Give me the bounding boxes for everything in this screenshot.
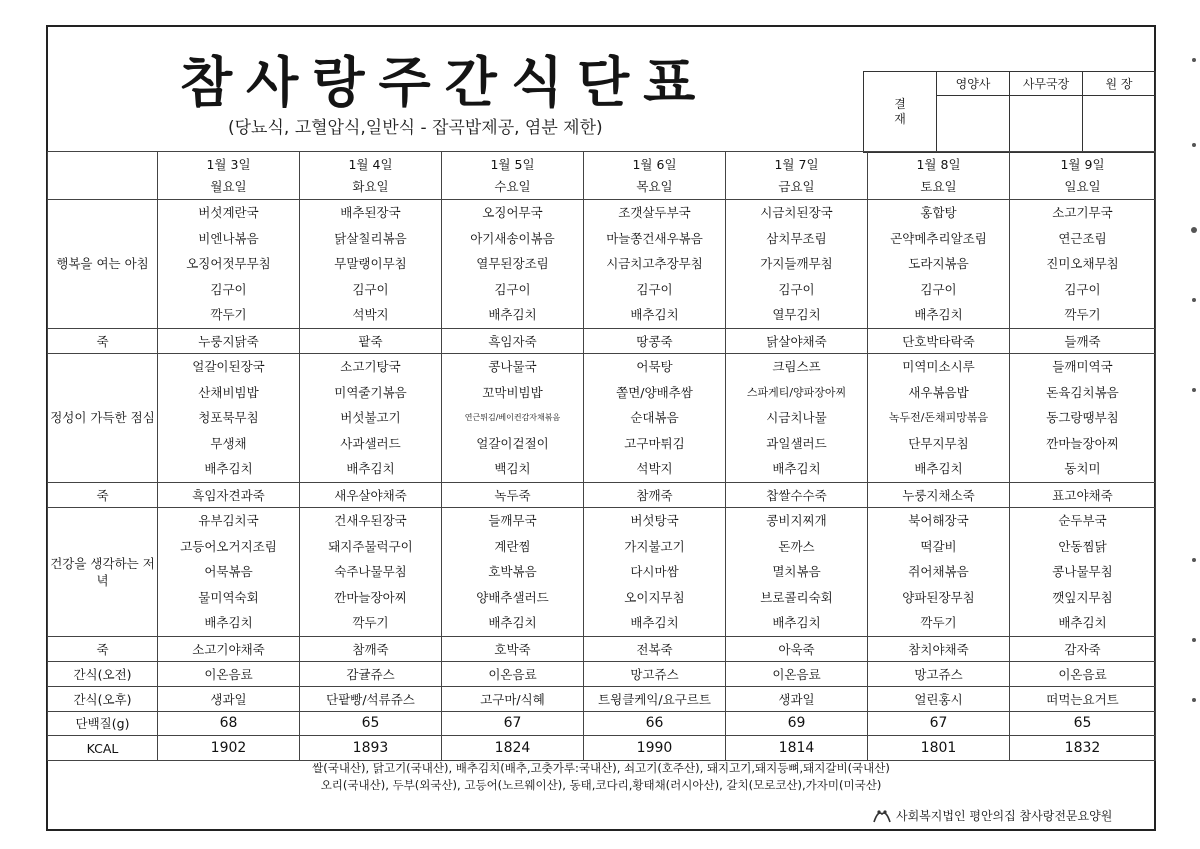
menu-item: 미역미소시루 (902, 359, 975, 374)
dinner-row (48, 508, 1156, 637)
menu-item: 미역줄기볶음 (334, 384, 407, 400)
day-date: 1월 7일 (774, 156, 819, 172)
menu-item: 진미오채무침 (1046, 256, 1119, 271)
day-weekday: 화요일 (352, 178, 389, 194)
menu-item: 깐마늘장아찌 (1046, 435, 1119, 451)
menu-item: 무생채 (210, 435, 247, 451)
menu-item: 배추김치 (204, 615, 253, 630)
menu-item: 깍두기 (352, 615, 389, 630)
menu-item: 물미역숙회 (198, 589, 259, 605)
breakfast-day-2 (300, 200, 442, 329)
menu-item: 들깨무국 (488, 513, 537, 528)
porridge-label: 죽 (48, 482, 158, 508)
menu-item: 순대볶음 (630, 410, 679, 425)
menu-item: 석박지 (636, 461, 673, 476)
snack-am-value: 이온음료 (726, 662, 868, 687)
porridge-item: 소고기야채죽 (158, 636, 300, 662)
day-date: 1월 6일 (632, 156, 677, 172)
kcal-value: 1893 (300, 736, 442, 761)
protein-value: 67 (442, 711, 584, 736)
menu-item: 배추된장국 (340, 205, 401, 220)
breakfast-label: 행복을 여는 아침 (48, 200, 158, 329)
day-header-1 (158, 152, 300, 200)
corner-cell (48, 152, 158, 200)
snack-am-value: 이온음료 (158, 662, 300, 687)
dinner-label: 건강을 생각하는 저녁 (48, 508, 158, 637)
dinner-day-6 (868, 508, 1010, 637)
menu-item: 숙주나물무침 (334, 564, 407, 579)
dinner-day-7 (1010, 508, 1156, 637)
menu-item: 꼬막비빔밥 (482, 384, 543, 400)
lunch-day-5 (726, 354, 868, 483)
protein-value: 68 (158, 711, 300, 736)
snack-am-label: 간식(오전) (48, 662, 158, 687)
menu-item: 스파게티/양파장아찌 (746, 385, 847, 399)
menu-item: 시금치된장국 (760, 205, 833, 220)
lunch-day-7 (1010, 354, 1156, 483)
breakfast-row (48, 200, 1156, 329)
menu-item: 배추김치 (914, 307, 963, 322)
protein-value: 69 (726, 711, 868, 736)
menu-item: 도라지볶음 (908, 256, 969, 271)
snack-pm-label: 간식(오후) (48, 686, 158, 711)
snack-pm-value: 얼린홍시 (868, 686, 1010, 711)
breakfast-day-1 (158, 200, 300, 329)
menu-item: 얼갈이된장국 (192, 359, 265, 374)
origin-line-2: 오리(국내산), 두부(외국산), 고등어(노르웨이산), 동태,코다리,황태채(러시아산), 갈치(모로코산),가자미(미국산) (320, 778, 882, 792)
approval-role-director: 원 장 (1083, 72, 1156, 96)
porridge-item: 찹쌀수수죽 (726, 482, 868, 508)
menu-item: 김구이 (494, 281, 531, 297)
protein-value: 66 (584, 711, 726, 736)
menu-item: 김구이 (778, 281, 815, 297)
day-header-4 (584, 152, 726, 200)
approval-label (864, 72, 937, 153)
porridge-item: 흑임자죽 (442, 328, 584, 354)
menu-item: 김구이 (636, 281, 673, 297)
snack-pm-value: 생과일 (726, 686, 868, 711)
dinner-day-5 (726, 508, 868, 637)
day-date: 1월 9일 (1060, 156, 1105, 172)
page-title: 참사랑주간식단표 (180, 51, 710, 114)
kcal-value: 1814 (726, 736, 868, 761)
menu-item: 버섯탕국 (630, 513, 679, 528)
porridge-item: 팥죽 (300, 328, 442, 354)
porridge-item: 아욱죽 (726, 636, 868, 662)
dinner-day-4 (584, 508, 726, 637)
approval-label-gyeol: 결 (894, 97, 906, 111)
menu-item: 얼갈이겉절이 (476, 435, 549, 451)
protein-label: 단백질(g) (48, 711, 158, 736)
snack-am-value: 이온음료 (1010, 662, 1156, 687)
menu-item: 아기새송이볶음 (470, 230, 555, 246)
menu-item: 곤약메추리알조림 (890, 230, 987, 246)
lunch-day-1 (158, 354, 300, 483)
menu-item: 소고기무국 (1052, 205, 1113, 220)
menu-item: 유부김치국 (198, 513, 259, 528)
menu-item: 열무된장조림 (476, 256, 549, 271)
day-weekday: 금요일 (778, 178, 815, 194)
menu-item: 순두부국 (1058, 513, 1107, 528)
day-header-2 (300, 152, 442, 200)
menu-item: 버섯불고기 (340, 410, 401, 425)
menu-item: 백김치 (494, 461, 531, 476)
menu-item: 깍두기 (210, 307, 247, 322)
kcal-label: KCAL (48, 736, 158, 761)
menu-item: 비엔나볶음 (198, 230, 259, 246)
kcal-value: 1902 (158, 736, 300, 761)
day-header-5 (726, 152, 868, 200)
menu-item: 배추김치 (488, 307, 537, 322)
menu-item: 오징어무국 (482, 205, 543, 220)
day-weekday: 일요일 (1064, 178, 1101, 194)
menu-item: 오징어젓무무침 (186, 256, 271, 271)
menu-item: 열무김치 (772, 307, 821, 322)
menu-item: 조갯살두부국 (618, 205, 691, 220)
menu-item: 가지불고기 (624, 538, 685, 554)
snack-am-row (48, 662, 1156, 687)
menu-item: 호박볶음 (488, 564, 537, 579)
lunch-day-6 (868, 354, 1010, 483)
breakfast-day-7 (1010, 200, 1156, 329)
snack-pm-value: 생과일 (158, 686, 300, 711)
porridge-item: 참치야채죽 (868, 636, 1010, 662)
menu-item: 배추김치 (346, 461, 395, 476)
porridge-item: 닭살야채죽 (726, 328, 868, 354)
approval-sign-manager (1010, 96, 1083, 153)
porridge-item: 새우살야채죽 (300, 482, 442, 508)
menu-item: 무말랭이무침 (334, 256, 407, 271)
day-date: 1월 8일 (916, 156, 961, 172)
menu-table (47, 151, 1156, 761)
approval-box (863, 71, 1156, 153)
snack-am-value: 망고쥬스 (868, 662, 1010, 687)
porridge-item: 참깨죽 (584, 482, 726, 508)
menu-item: 청포묵무침 (198, 410, 259, 425)
day-weekday: 월요일 (210, 178, 247, 194)
menu-item: 삼치무조림 (766, 230, 827, 246)
porridge-item: 흑임자견과죽 (158, 482, 300, 508)
menu-item: 동치미 (1064, 461, 1101, 476)
porridge-item: 단호박타락죽 (868, 328, 1010, 354)
menu-item: 돈육김치볶음 (1046, 384, 1119, 400)
menu-item: 오이지무침 (624, 589, 685, 605)
menu-item: 브로콜리숙회 (760, 589, 833, 605)
day-date: 1월 5일 (490, 156, 535, 172)
organization-name: 사회복지법인 평안의집 참사랑전문요양원 (896, 809, 1113, 823)
snack-am-value: 감귤쥬스 (300, 662, 442, 687)
menu-item: 과일샐러드 (766, 435, 827, 451)
page-subtitle: (당뇨식, 고혈압식,일반식 - 잡곡밥제공, 염분 제한) (228, 118, 603, 138)
menu-item: 시금치나물 (766, 410, 827, 425)
porridge-item: 누룽지채소죽 (868, 482, 1010, 508)
menu-item: 깍두기 (1064, 307, 1101, 322)
approval-role-manager: 사무국장 (1010, 72, 1083, 96)
snack-am-value: 망고쥬스 (584, 662, 726, 687)
dinner-day-2 (300, 508, 442, 637)
breakfast-porridge-row (48, 328, 1156, 354)
porridge-label: 죽 (48, 636, 158, 662)
menu-item: 배추김치 (630, 615, 679, 630)
lunch-day-4 (584, 354, 726, 483)
menu-item: 연근튀김/베이컨감자채볶음 (464, 413, 561, 422)
porridge-item: 땅콩죽 (584, 328, 726, 354)
lunch-porridge-row (48, 482, 1156, 508)
breakfast-day-3 (442, 200, 584, 329)
origin-line-1: 쌀(국내산), 닭고기(국내산), 배추김치(배추,고춧가루:국내산), 쇠고기(호주산), 돼지고기,돼지등뼈,돼지갈비(국내산) (312, 761, 890, 775)
menu-item: 배추김치 (772, 615, 821, 630)
org-logo-icon (872, 808, 892, 824)
menu-item: 북어해장국 (908, 513, 969, 528)
menu-item: 다시마쌈 (630, 564, 679, 579)
menu-item: 들깨미역국 (1052, 359, 1113, 374)
porridge-item: 참깨죽 (300, 636, 442, 662)
day-weekday: 토요일 (920, 178, 957, 194)
porridge-label: 죽 (48, 328, 158, 354)
menu-item: 배추김치 (772, 461, 821, 476)
porridge-item: 호박죽 (442, 636, 584, 662)
approval-role-nutritionist: 영양사 (937, 72, 1010, 96)
dinner-day-1 (158, 508, 300, 637)
menu-item: 콩나물국 (488, 359, 537, 374)
menu-item: 연근조림 (1058, 230, 1107, 246)
menu-item: 홍합탕 (920, 205, 957, 220)
lunch-row (48, 354, 1156, 483)
snack-pm-row (48, 686, 1156, 711)
menu-item: 가지들깨무침 (760, 256, 833, 271)
menu-item: 배추김치 (1058, 615, 1107, 630)
menu-item: 단무지무침 (908, 435, 969, 451)
menu-item: 고구마튀김 (624, 435, 685, 451)
menu-item: 계란찜 (494, 538, 531, 554)
menu-item: 안동찜닭 (1058, 538, 1107, 554)
day-header-3 (442, 152, 584, 200)
menu-item: 쫄면/양배추쌈 (616, 384, 693, 400)
breakfast-day-6 (868, 200, 1010, 329)
organization (872, 807, 1112, 824)
menu-item: 시금치고추장무침 (606, 256, 703, 271)
kcal-row (48, 736, 1156, 761)
protein-value: 67 (868, 711, 1010, 736)
snack-pm-value: 고구마/식혜 (442, 686, 584, 711)
approval-sign-director (1083, 96, 1156, 153)
menu-item: 떡갈비 (920, 538, 957, 554)
protein-value: 65 (1010, 711, 1156, 736)
origin-footer (47, 760, 1155, 794)
kcal-value: 1832 (1010, 736, 1156, 761)
menu-item: 산채비빔밥 (198, 384, 259, 400)
menu-item: 깍두기 (920, 615, 957, 630)
menu-item: 김구이 (210, 281, 247, 297)
menu-item: 배추김치 (630, 307, 679, 322)
breakfast-day-5 (726, 200, 868, 329)
menu-item: 돈까스 (778, 538, 815, 554)
day-header-row (48, 152, 1156, 200)
menu-item: 마늘쫑건새우볶음 (606, 230, 703, 246)
snack-pm-value: 단팥빵/석류쥬스 (300, 686, 442, 711)
porridge-item: 표고야채죽 (1010, 482, 1156, 508)
day-header-7 (1010, 152, 1156, 200)
menu-item: 김구이 (920, 281, 957, 297)
menu-item: 건새우된장국 (334, 513, 407, 528)
snack-pm-value: 트윙클케익/요구르트 (584, 686, 726, 711)
menu-item: 양배추샐러드 (476, 589, 549, 605)
menu-item: 멸치볶음 (772, 564, 821, 579)
day-date: 1월 4일 (348, 156, 393, 172)
menu-item: 고등어오거지조림 (180, 538, 277, 554)
approval-sign-nutritionist (937, 96, 1010, 153)
protein-row (48, 711, 1156, 736)
snack-am-value: 이온음료 (442, 662, 584, 687)
lunch-label: 정성이 가득한 점심 (48, 354, 158, 483)
dinner-day-3 (442, 508, 584, 637)
menu-item: 깻잎지무침 (1052, 589, 1113, 605)
day-date: 1월 3일 (206, 156, 251, 172)
porridge-item: 누룽지닭죽 (158, 328, 300, 354)
menu-item: 쥐어채볶음 (908, 564, 969, 579)
menu-item: 녹두전/돈채피망볶음 (888, 411, 989, 424)
menu-item: 김구이 (1064, 281, 1101, 297)
lunch-day-2 (300, 354, 442, 483)
porridge-item: 들깨죽 (1010, 328, 1156, 354)
menu-item: 닭살칠리볶음 (334, 230, 407, 246)
snack-pm-value: 떠먹는요거트 (1010, 686, 1156, 711)
day-weekday: 수요일 (494, 178, 531, 194)
menu-item: 어묵탕 (636, 359, 673, 374)
menu-item: 콩나물무침 (1052, 564, 1113, 579)
menu-item: 양파된장무침 (902, 589, 975, 605)
menu-item: 어묵볶음 (204, 564, 253, 579)
binding-holes (1186, 0, 1200, 849)
day-header-6 (868, 152, 1010, 200)
menu-item: 동그랑땡부침 (1046, 410, 1119, 425)
day-weekday: 목요일 (636, 178, 673, 194)
menu-item: 석박지 (352, 307, 389, 322)
approval-label-jae: 재 (894, 112, 906, 126)
menu-item: 버섯계란국 (198, 205, 259, 220)
menu-item: 콩비지찌개 (766, 513, 827, 528)
kcal-value: 1824 (442, 736, 584, 761)
menu-item: 배추김치 (488, 615, 537, 630)
menu-item: 소고기탕국 (340, 359, 401, 374)
porridge-item: 감자죽 (1010, 636, 1156, 662)
kcal-value: 1990 (584, 736, 726, 761)
menu-item: 크림스프 (772, 359, 821, 374)
breakfast-day-4 (584, 200, 726, 329)
menu-item: 김구이 (352, 281, 389, 297)
menu-item: 새우볶음밥 (908, 384, 969, 400)
porridge-item: 전복죽 (584, 636, 726, 662)
dinner-porridge-row (48, 636, 1156, 662)
lunch-day-3 (442, 354, 584, 483)
protein-value: 65 (300, 711, 442, 736)
menu-item: 배추김치 (914, 461, 963, 476)
menu-item: 사과샐러드 (340, 435, 401, 451)
menu-item: 깐마늘장아찌 (334, 589, 407, 605)
menu-item: 배추김치 (204, 461, 253, 476)
menu-item: 돼지주물럭구이 (328, 538, 413, 554)
kcal-value: 1801 (868, 736, 1010, 761)
porridge-item: 녹두죽 (442, 482, 584, 508)
